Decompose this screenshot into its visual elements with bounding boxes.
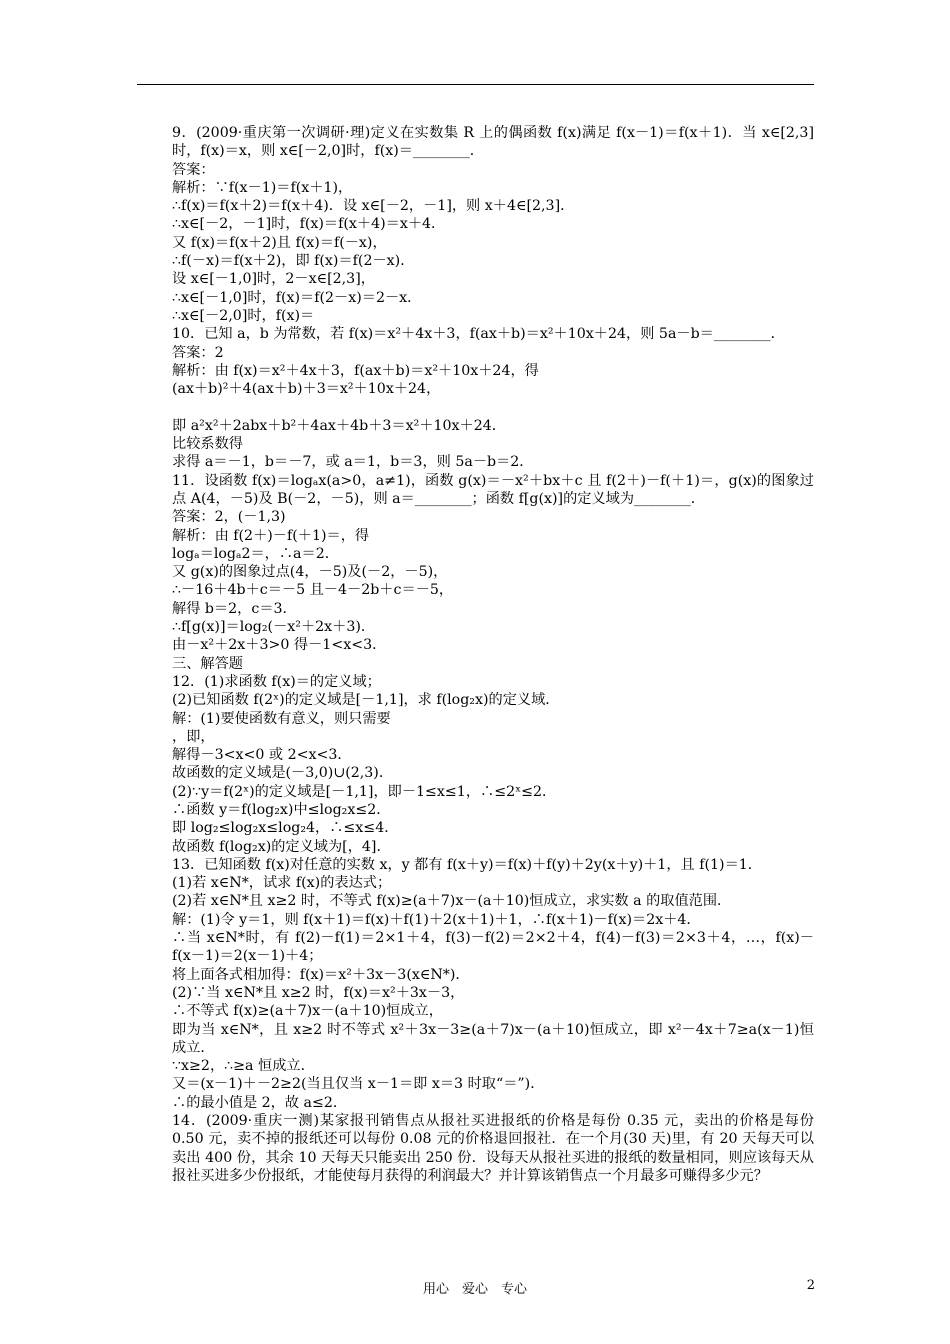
blank-line xyxy=(137,398,814,416)
text-line: (2)∵当 x∈N*且 x≥2 时，f(x)＝x²＋3x－3， xyxy=(172,984,465,1001)
text-line: 解析：∵f(x－1)＝f(x＋1)， xyxy=(172,179,353,196)
text-line: (2)已知函数 f(2ˣ)的定义域是[－1,1]，求 f(log₂x)的定义域． xyxy=(172,692,560,709)
text-line: 由－x²＋2x＋3>0 得－1<x<3． xyxy=(172,637,387,654)
text-line: 故函数 f(log₂x)的定义域为[，4]． xyxy=(172,838,391,855)
text-line: ∴f[g(x)]＝log₂(－x²＋2x＋3)． xyxy=(172,619,376,636)
text-line: ∴－16＋4b＋c＝－5 且－4－2b＋c＝－5， xyxy=(172,582,454,599)
text-line: 三、解答题 xyxy=(172,655,243,672)
text-line: (1)若 x∈N*，试求 f(x)的表达式； xyxy=(172,875,392,892)
text-line: 答案：2，(－1,3) xyxy=(172,509,286,526)
text-line: ∴f(x)＝f(x＋2)＝f(x＋4)．设 x∈[－2，－1]，则 x＋4∈[2,3]． xyxy=(172,198,575,215)
text-line: 解析：由 f(2＋)－f(＋1)＝，得 xyxy=(172,527,370,544)
text-line: (2)∵y＝f(2ˣ)的定义域是[－1,1]，即－1≤x≤1，∴≤2ˣ≤2． xyxy=(172,783,557,800)
header-rule xyxy=(137,84,814,85)
text-line: ∴f(－x)＝f(x＋2)，即 f(x)＝f(2－x)． xyxy=(172,253,415,270)
text-line: (ax＋b)²＋4(ax＋b)＋3＝x²＋10x＋24， xyxy=(172,381,441,398)
text-line: ∵x≥2，∴≥a 恒成立． xyxy=(172,1058,315,1075)
text-line: ∴的最小值是 2，故 a≤2． xyxy=(172,1094,348,1111)
text-line: 即为当 x∈N*，且 x≥2 时不等式 x²＋3x－3≥(a＋7)x－(a＋10)恒成立，即 x²－4x＋7≥a(x－1)恒成立． xyxy=(172,1021,814,1056)
text-line: ∴x∈[－2,0]时，f(x)＝ xyxy=(172,307,315,324)
text-line: ∴x∈[－1,0]时，f(x)＝f(2－x)＝2－x． xyxy=(172,289,422,306)
text-line: 解得－3<x<0 或 2<x<3． xyxy=(172,747,352,764)
text-line: 12．(1)求函数 f(x)＝的定义域； xyxy=(172,673,381,690)
text-line: ∴函数 y＝f(log₂x)中≤log₂x≤2． xyxy=(172,801,391,818)
text-line: 9．(2009·重庆第一次调研·理)定义在实数集 R 上的偶函数 f(x)满足 f(x－1)＝f(x＋1)．当 x∈[2,3]时，f(x)＝x，则 x∈[－2,0]时，f(x)＝________． xyxy=(172,125,814,160)
text-line: 比较系数得 xyxy=(172,436,243,453)
text-line: ∴不等式 f(x)≥(a＋7)x－(a＋10)恒成立， xyxy=(172,1003,443,1020)
text-line: 又 g(x)的图象过点(4，－5)及(－2，－5)， xyxy=(172,564,448,581)
text-line: 故函数的定义域是(－3,0)∪(2,3)． xyxy=(172,765,394,782)
text-line: 即 a²x²＋2abx＋b²＋4ax＋4b＋3＝x²＋10x＋24． xyxy=(172,417,506,434)
text-line: 14．(2009·重庆一测)某家报刊销售点从报社买进报纸的价格是每份 0.35 元，卖出的价格是每份 0.50 元，卖不掉的报纸还可以每份 0.08 元的价格退回报社．在一个月(30 天)里，有 20 天每天可以卖出 400 份，其余 10 天每天只能卖出 250 份．设每天从报社买进的报纸的数量相同，则应该每天从报社买进多少份报纸，才能使每月获得的利润最大？并计算该销售点一个月最多可赚得多少元？ xyxy=(172,1113,814,1184)
text-line: (2)若 x∈N*且 x≥2 时，不等式 f(x)≥(a＋7)x－(a＋10)恒成立，求实数 a 的取值范围． xyxy=(172,893,732,910)
text-line: 设 x∈[－1,0]时，2－x∈[2,3]， xyxy=(172,271,375,288)
text-line: 又 f(x)＝f(x＋2)且 f(x)＝f(－x)， xyxy=(172,234,387,251)
text-line: 将上面各式相加得：f(x)＝x²＋3x－3(x∈N*)． xyxy=(172,966,470,983)
text-line: 答案： xyxy=(172,161,215,178)
page-number: 2 xyxy=(806,1278,815,1293)
text-line: ，即， xyxy=(172,728,215,745)
text-line: 又＝(x－1)＋－2≥2(当且仅当 x－1＝即 x＝3 时取“＝”)． xyxy=(172,1076,545,1093)
text-line: ∴x∈[－2，－1]时，f(x)＝f(x＋4)＝x＋4． xyxy=(172,216,446,233)
text-line: 解析：由 f(x)＝x²＋4x＋3，f(ax＋b)＝x²＋10x＋24，得 xyxy=(172,362,539,379)
text-line: 11．设函数 f(x)＝logₐx(a>0，a≠1)，函数 g(x)＝－x²＋bx＋c 且 f(2＋)－f(＋1)＝，g(x)的图象过点 A(4，－5)及 B(－2，－5)，则 a＝________；函数 f[g(x)]的定义域为________． xyxy=(172,472,814,507)
document-body xyxy=(137,124,814,1185)
text-line: 解：(1)令 y＝1，则 f(x＋1)＝f(x)＋f(1)＋2(x＋1)＋1，∴f(x＋1)－f(x)＝2x＋4． xyxy=(172,911,701,928)
text-line: 13．已知函数 f(x)对任意的实数 x，y 都有 f(x＋y)＝f(x)＋f(y)＋2y(x＋y)＋1，且 f(1)＝1． xyxy=(172,856,762,873)
footer-text: 用心 爱心 专心 xyxy=(422,1282,527,1297)
text-line: 解：(1)要使函数有意义，则只需要 xyxy=(172,710,391,727)
text-line: 即 log₂≤log₂x≤log₂4，∴≤x≤4． xyxy=(172,820,399,837)
text-line: 10．已知 a，b 为常数，若 f(x)＝x²＋4x＋3，f(ax＋b)＝x²＋10x＋24，则 5a－b＝________． xyxy=(172,326,785,343)
text-line: 求得 a＝－1，b＝－7，或 a＝1，b＝3，则 5a－b＝2． xyxy=(172,454,534,471)
text-line: 答案：2 xyxy=(172,344,224,361)
text-line: ∴当 x∈N*时，有 f(2)－f(1)＝2×1＋4，f(3)－f(2)＝2×2＋4，f(4)－f(3)＝2×3＋4，…，f(x)－f(x－1)＝2(x－1)＋4； xyxy=(172,930,814,965)
text-line: 解得 b＝2，c＝3． xyxy=(172,600,297,617)
text-line: logₐ＝logₐ2＝，∴a＝2． xyxy=(172,545,339,562)
